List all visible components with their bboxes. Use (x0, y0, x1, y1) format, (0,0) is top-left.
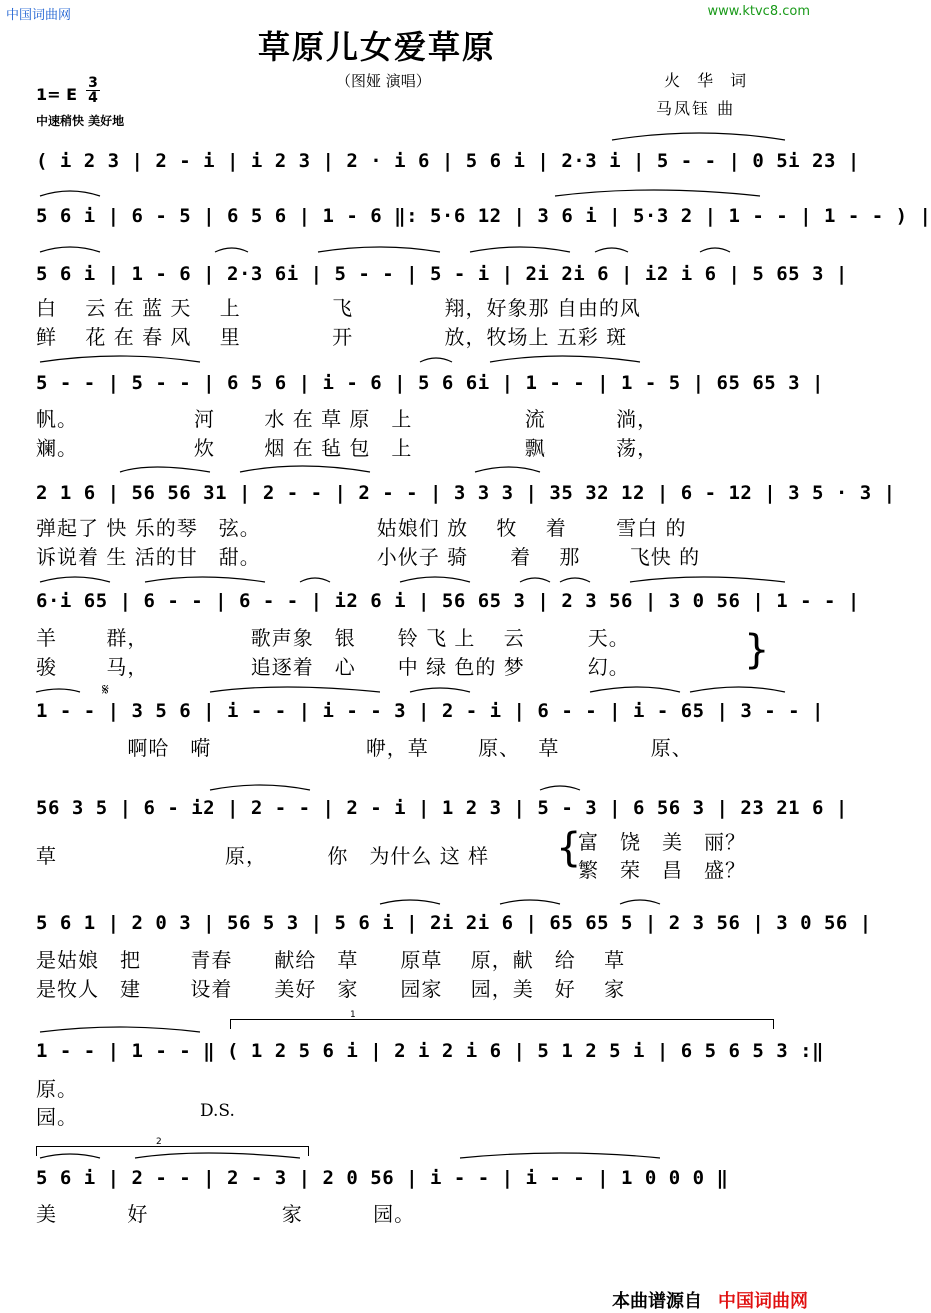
tie-arc (690, 687, 785, 692)
lyrics-line-3-verse-1: 白 云 在 蓝 天 上 飞 翔，好象那 自由的风 (36, 296, 641, 320)
tie-arc (318, 247, 440, 252)
tie-arc (555, 190, 760, 196)
slur-arc (540, 786, 580, 790)
notation-line-11: 5 6 i | 2 - - | 2 - 3 | 2 0 56 | i - - | i - - | 1 0 0 0 ‖ (36, 1167, 729, 1189)
tie-arc (40, 247, 100, 252)
notation-line-7: 1 - - | 3 5 6 | i - - | i - - 3 | 2 - i | 6 - - | i - 65 | 3 - - | (36, 700, 824, 722)
slur-arc (420, 358, 452, 362)
lyrics-line-10-verse-2: 园。 (36, 1105, 78, 1129)
lyrics-line-6-verse-2: 骏 马， 追逐着 心 中 绿 色的 梦 幻。 (36, 655, 630, 679)
tie-arc (630, 577, 785, 582)
lyrics-line-4-verse-1: 帆。 河 水 在 草 原 上 流 淌， (36, 407, 659, 431)
tie-arc (490, 356, 640, 362)
notation-line-4: 5 - - | 5 - - | 6 5 6 | i - 6 | 5 6 6i | 1 - - | 1 - 5 | 65 65 3 | (36, 372, 824, 394)
tie-arc (460, 1153, 660, 1158)
slur-arc (500, 900, 560, 904)
notation-line-8: 56 3 5 | 6 - i2 | 2 - - | 2 - i | 1 2 3 | 5 - 3 | 6 56 3 | 23 21 6 | (36, 797, 848, 819)
slur-arc (700, 248, 730, 252)
lyrics-line-10-verse-1: 原。 (36, 1077, 78, 1101)
dal-segno-marking: D.S. (200, 1101, 235, 1121)
tie-arc (240, 466, 370, 472)
lyrics-line-8-option-1: 富 饶 美 丽？ (578, 830, 746, 854)
segno-sign: 𝄋 (102, 680, 109, 699)
tie-arc (612, 133, 785, 140)
volta-2-label: 2 (156, 1137, 162, 1147)
slur-arc (40, 1154, 100, 1158)
choice-brace: { (556, 825, 582, 871)
key-signature: 1= E (36, 85, 78, 104)
lyrics-line-5-verse-1: 弹起了 快 乐的琴 弦。 姑娘们 放 牧 着 雪白 的 (36, 516, 687, 540)
slur-arc (590, 687, 680, 692)
tie-arc (40, 191, 100, 196)
lyrics-line-4-verse-2: 斓。 炊 烟 在 毡 包 上 飘 荡， (36, 436, 659, 460)
lyrics-line-11: 美 好 家 园。 (36, 1202, 416, 1226)
footer-site-name: 中国词曲网 (718, 1291, 808, 1312)
notation-line-1: ( i 2 3 | 2 - i | i 2 3 | 2 · i 6 | 5 6 i | 2·3 i | 5 - - | 0 5i 23 | (36, 150, 860, 172)
slur-arc (40, 577, 110, 582)
tie-arc (40, 356, 200, 362)
lyrics-line-7: 啊哈 嗬 咿，草 原、 草 原、 (36, 736, 693, 760)
slur-arc (470, 247, 570, 252)
notation-line-10: 1 - - | 1 - - ‖ ( 1 2 5 6 i | 2 i 2 i 6 | 5 1 2 5 i | 6 5 6 5 3 :‖ (36, 1040, 824, 1062)
tie-arc (36, 689, 80, 692)
notation-line-3: 5 6 i | 1 - 6 | 2·3 6i | 5 - - | 5 - i | 2i 2i 6 | i2 i 6 | 5 65 3 | (36, 263, 848, 285)
performer-credit: （图娅 演唱） (336, 72, 431, 90)
time-denominator: 4 (86, 90, 100, 105)
slur-arc (595, 248, 628, 252)
tie-arc (145, 577, 265, 582)
slur-arc (215, 248, 248, 252)
lyrics-line-6-verse-1: 羊 群， 歌声象 银 铃 飞 上 云 天。 (36, 626, 630, 650)
slur-arc (300, 578, 330, 582)
footer-source-label: 本曲谱源自 (612, 1291, 702, 1312)
lyrics-line-3-verse-2: 鲜 花 在 春 风 里 开 放，牧场上 五彩 斑 (36, 325, 628, 349)
tie-arc (40, 1027, 200, 1032)
slur-arc (620, 900, 660, 904)
composer-credit: 马凤钰 曲 (656, 99, 736, 118)
watermark-top-right: www.ktvc8.com (707, 4, 810, 19)
notation-line-5: 2 1 6 | 56 56 31 | 2 - - | 2 - - | 3 3 3 | 35 32 12 | 6 - 12 | 3 5 · 3 | (36, 482, 896, 504)
slur-arc (120, 467, 210, 472)
notation-line-2: 5 6 i | 6 - 5 | 6 5 6 | 1 - 6 ‖: 5·6 12 | 3 6 i | 5·3 2 | 1 - - | 1 - - ) | (36, 205, 931, 227)
tempo-marking: 中速稍快 美好地 (36, 114, 125, 128)
tie-arc (135, 1153, 300, 1158)
slur-arc (380, 900, 440, 904)
watermark-top-left: 中国词曲网 (6, 8, 72, 23)
tie-arc (210, 785, 310, 790)
lyrics-line-5-verse-2: 诉说着 生 活的甘 甜。 小伙子 骑 着 那 飞快 的 (36, 545, 701, 569)
time-numerator: 3 (88, 75, 98, 91)
slur-arc (410, 688, 470, 692)
slur-arc (520, 578, 550, 582)
slur-arc (400, 577, 470, 582)
lyrics-line-8-option-2: 繁 荣 昌 盛？ (578, 858, 746, 882)
lyricist-credit: 火 华 词 (664, 71, 753, 90)
verse-brace: } (744, 627, 770, 673)
tie-arc (210, 687, 380, 692)
lyrics-line-8: 草 原， 你 为什么 这 样 (36, 844, 490, 868)
lyrics-line-9-verse-1: 是姑娘 把 青春 献给 草 原草 原，献 给 草 (36, 948, 626, 972)
slur-arc (560, 578, 590, 582)
song-title: 草原儿女爱草原 (258, 28, 497, 66)
lyrics-line-9-verse-2: 是牧人 建 设着 美好 家 园家 园，美 好 家 (36, 977, 626, 1001)
notation-line-9: 5 6 1 | 2 0 3 | 56 5 3 | 5 6 i | 2i 2i 6 | 65 65 5 | 2 3 56 | 3 0 56 | (36, 912, 872, 934)
volta-1-label: 1 (350, 1010, 356, 1020)
slur-arc (475, 467, 540, 472)
notation-line-6: 6·i 65 | 6 - - | 6 - - | i2 6 i | 56 65 3 | 2 3 56 | 3 0 56 | 1 - - | (36, 590, 860, 612)
